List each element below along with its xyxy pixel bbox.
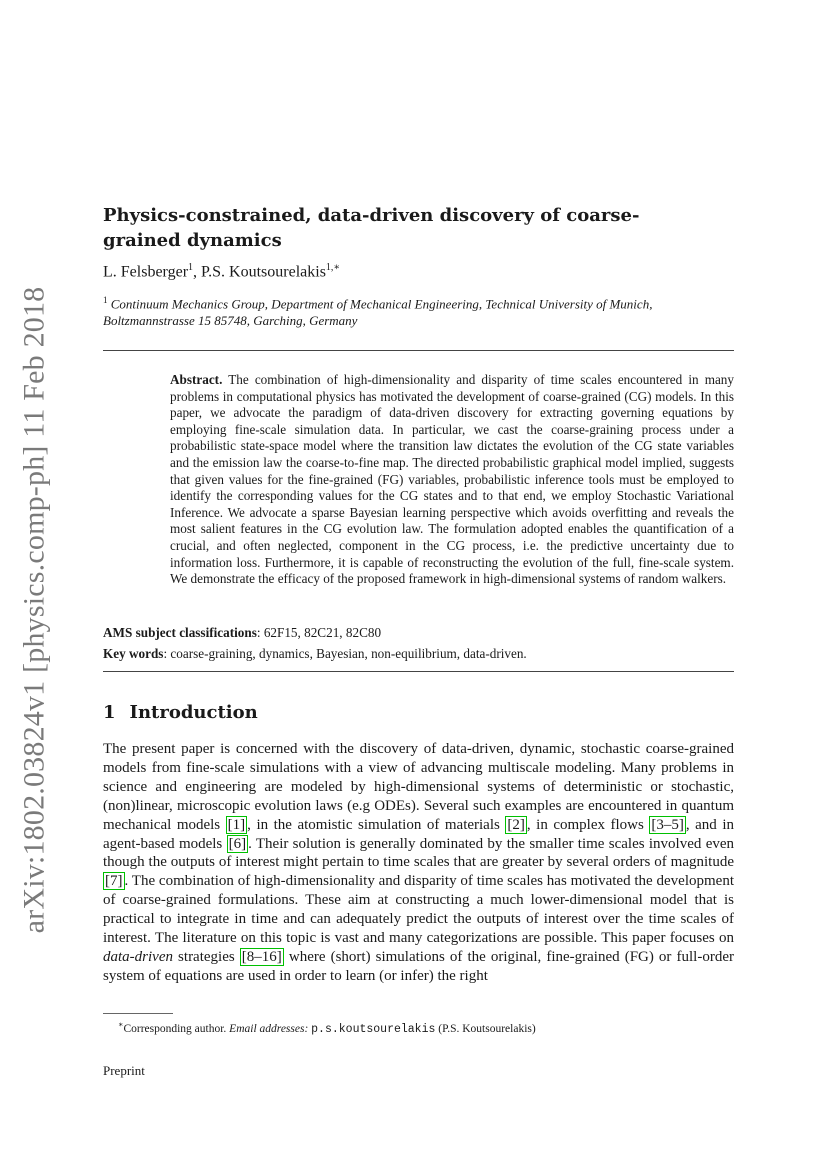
intro-text: , in complex flows [526, 816, 650, 833]
author-name: P.S. Koutsourelakis [201, 263, 326, 281]
intro-paragraph [103, 740, 734, 986]
section-heading [103, 702, 258, 723]
intro-text: , in the atomistic simulation of materials [247, 816, 506, 833]
ams-codes: : 62F15, 82C21, 82C80 [256, 625, 382, 640]
citation-link[interactable]: [7] [105, 873, 123, 890]
footnote-mark: ∗ [118, 1020, 124, 1029]
emphasis-text: data-driven [103, 948, 173, 965]
author-affiliation-mark: 1 [188, 262, 194, 273]
author-separator: , [193, 263, 202, 281]
preprint-label: Preprint [103, 1063, 145, 1078]
citation-link[interactable]: [2] [507, 816, 525, 833]
abstract-text: The combination of high-dimensionality and disparity of time scales encountered in many problems in computational physics has motivated the development of coarse-grained (CG) models. In this paper, we advocate the paradigm of data-driven discovery for extracting governing equations by employing fine-scale simulation data. In particular, we cast the coarse-graining process under a probabilistic state-space model where the transition law dictates the evolution of the CG state variables and the emission law the coarse-to-fine map. The directed probabilistic graphical model implied, suggests that given values for the fine-grained (FG) variables, probabilistic inference tools must be employed to identify the corresponding values for the CG states and to that end, we employ Stochastic Variational Inference. We advocate a sparse Bayesian learning perspective which avoids overfitting and reveals the most salient features in the CG evolution law. The formulation adopted enables the quantification of a crucial, and often neglected, component in the CG process, i.e. the predictive uncertainty due to information loss. Furthermore, it is capable of reconstructing the evolution of the full, fine-scale system. We demonstrate the efficacy of the proposed framework in high-dimensional systems of random walkers. [170, 372, 734, 587]
email-label: Email addresses: [229, 1022, 309, 1035]
affiliation-text: Continuum Mechanics Group, Department of Mechanical Engineering, Technical University of Munich, Boltzmannstrasse 15 85748, Garching, Germany [103, 296, 653, 329]
intro-text: . Their solution is generally dominated by the smaller time scales involved even though the outputs of interest might pertain to time scales that are greater by several orders of magnitude [103, 835, 735, 871]
abstract-rule [103, 671, 734, 672]
paper-title: Physics-constrained, data-driven discovery of coarse-grained dynamics [103, 205, 640, 251]
ams-label: AMS subject classifications [103, 625, 257, 640]
header-rule [103, 350, 734, 351]
section-title: Introduction [129, 702, 258, 723]
affiliation-mark: 1 [103, 295, 108, 305]
citation-link[interactable]: [6] [228, 835, 247, 852]
citation-link[interactable]: [3–5] [651, 816, 684, 833]
abstract-label: Abstract. [170, 372, 223, 387]
abstract [170, 372, 734, 588]
citation-link[interactable]: [1] [227, 816, 246, 833]
arxiv-identifier: arXiv:1802.03824v1 [physics.comp-ph] 11 Feb 2018 [17, 286, 50, 934]
keywords [103, 646, 527, 662]
footnote-text: (P.S. Koutsourelakis) [435, 1022, 536, 1035]
author-affiliation-mark: 1,∗ [325, 262, 341, 273]
affiliation [103, 292, 723, 329]
intro-text: where (short) simulations of the original, fine-grained (FG) or full-order system of equations are used in order to learn (or infer) the right [103, 948, 734, 984]
author-list [103, 262, 340, 281]
intro-text: strategies [172, 948, 240, 965]
ams-classifications [103, 625, 381, 641]
author-name: L. Felsberger [103, 263, 189, 281]
footnote-text: Corresponding author. [123, 1022, 230, 1035]
keywords-label: Key words [103, 646, 164, 661]
intro-text: The present paper is concerned with the discovery of data-driven, dynamic, stochastic coarse-grained models from fine-scale simulations with a view of advancing multiscale modeling. Many problems in science and engineering are modeled by high-dimensional systems of deterministic or stochastic, (non)linear, microscopic evolution laws (e.g ODEs). Several such examples are encountered in quantum mechanical models [103, 741, 734, 833]
footnote-rule [103, 1013, 173, 1014]
intro-text: , and in agent-based models [103, 816, 734, 852]
footnote [118, 1020, 536, 1036]
citation-link[interactable]: [8–16] [241, 948, 282, 965]
email-address: p.s.koutsourelakis [311, 1022, 436, 1036]
arxiv-watermark [14, 286, 54, 934]
intro-text: . The combination of high-dimensionality and disparity of time scales has motivated the development of coarse-grained formulations. These aim at constructing a much lower-dimensional model that is practical to integrate in time and can adequately predict the outputs of interest over the time scales of interest. The literature on this topic is vast and many categorizations are possible. This paper focuses on [103, 873, 734, 947]
keywords-text: : coarse-graining, dynamics, Bayesian, non-equilibrium, data-driven. [163, 646, 527, 661]
section-number: 1 [103, 702, 116, 723]
